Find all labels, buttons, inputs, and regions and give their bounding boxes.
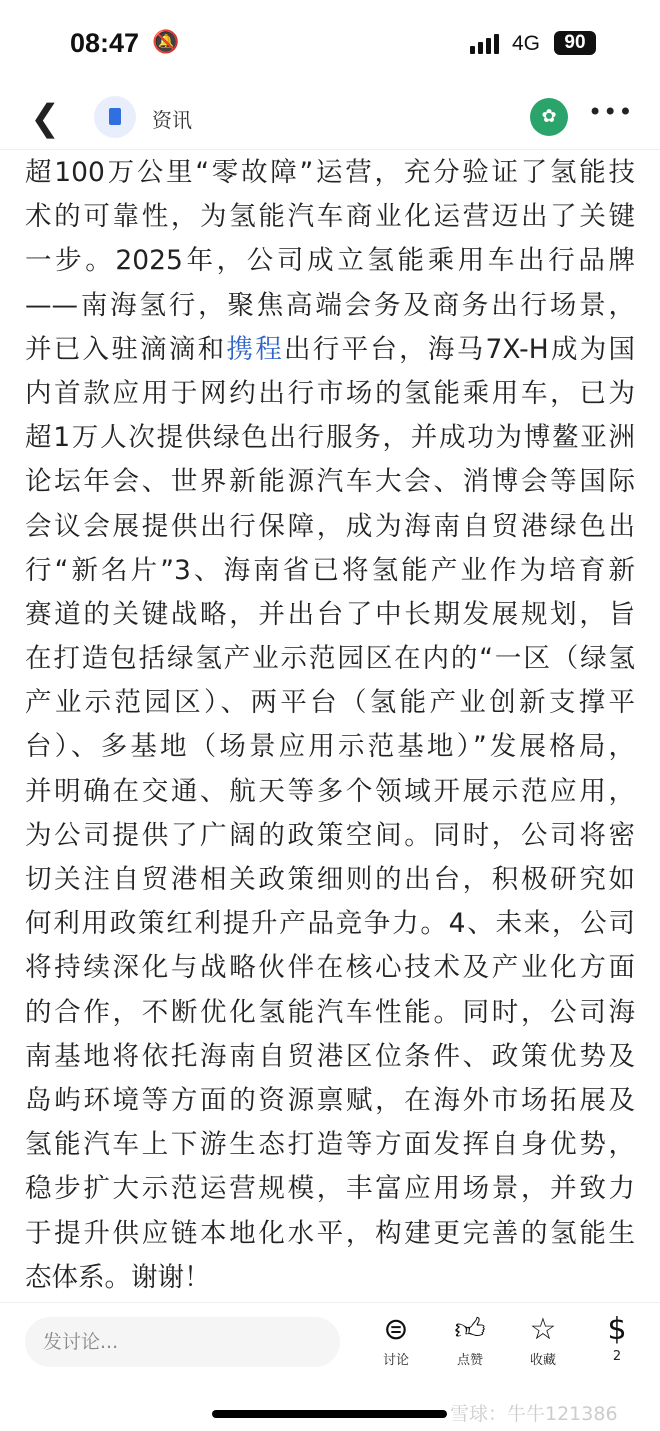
discuss-label: 讨论: [382, 1353, 409, 1368]
article-line: 于提升供应链本地化水平，构建更完善的氢能生: [25, 1217, 635, 1249]
discuss-button[interactable]: [366, 1311, 426, 1368]
article-line: 超1万人次提供绿色出行服务，并成功为博鳌亚洲: [25, 422, 635, 454]
wechat-share-icon[interactable]: ✿: [530, 98, 568, 136]
article-line: 术的可靠性，为氢能汽车商业化运营迈出了关键: [25, 201, 635, 233]
article-line: 态体系。谢谢！: [25, 1261, 211, 1293]
article-line: 何利用政策红利提升产品竞争力。4、未来，公司: [25, 908, 635, 940]
article-text: 并已入驻滴滴和: [25, 333, 227, 365]
article-text: 出行平台，海马7X-H成为国: [284, 333, 635, 365]
article-line: 一步。2025年，公司成立氢能乘用车出行品牌: [25, 245, 635, 277]
status-bar: [0, 0, 660, 90]
article-line: 氢能汽车上下游生态打造等方面发挥自身优势，: [25, 1129, 635, 1161]
comment-input[interactable]: 发讨论...: [25, 1317, 340, 1367]
comment-icon: ⊜: [383, 1312, 409, 1347]
like-label: 点赞: [456, 1353, 483, 1368]
battery-icon: 90: [554, 31, 596, 55]
article-line: 稳步扩大示范运营规模，丰富应用场景，并致力: [25, 1173, 635, 1205]
reward-button[interactable]: [587, 1311, 647, 1364]
article-line: 南基地将依托海南自贸港区位条件、政策优势及: [25, 1040, 635, 1072]
article-line: 产业示范园区）、两平台（氢能产业创新支撑平: [25, 687, 635, 719]
watermark: 雪球：牛牛121386: [450, 1403, 618, 1425]
favorite-button[interactable]: [513, 1311, 573, 1368]
article-line: 论坛年会、世界新能源汽车大会、消博会等国际: [25, 466, 635, 498]
article-line: ——南海氢行，聚焦高端会务及商务出行场景，: [25, 289, 635, 321]
signal-icon: [470, 34, 499, 54]
article-line: [25, 328, 635, 372]
status-time: 08:47: [70, 28, 140, 58]
page-title: 资讯: [152, 108, 192, 132]
back-icon[interactable]: ❮: [30, 98, 61, 139]
star-icon: ☆: [529, 1312, 557, 1347]
article-line: 台）、多基地（场景应用示范基地）”发展格局，: [25, 731, 635, 763]
document-icon: [94, 96, 136, 138]
article-body: [25, 151, 635, 1302]
article-line: 切关注自贸港相关政策细则的出台，积极研究如: [25, 864, 635, 895]
favorite-label: 收藏: [529, 1353, 556, 1368]
article-line: 将持续深化与战略伙伴在核心技术及产业化方面: [25, 952, 635, 984]
more-icon[interactable]: •••: [588, 98, 634, 126]
bottom-bar: [0, 1302, 660, 1431]
article-line: 赛道的关键战略，并出台了中长期发展规划，旨: [25, 598, 635, 630]
home-indicator[interactable]: [212, 1410, 447, 1418]
like-button[interactable]: [440, 1311, 500, 1368]
thumbs-up-icon: 👍︎: [454, 1312, 486, 1347]
article-line: 的合作，不断优化氢能汽车性能。同时，公司海: [25, 996, 635, 1028]
article-line: 会议会展提供出行保障，成为海南自贸港绿色出: [25, 510, 635, 542]
article-line: 岛屿环境等方面的资源禀赋，在海外市场拓展及: [25, 1084, 635, 1116]
article-line: 为公司提供了广阔的政策空间。同时，公司将密: [25, 819, 635, 851]
article-line: 超100万公里“零故障”运营，充分验证了氢能技: [25, 157, 635, 188]
dollar-icon: $: [607, 1312, 627, 1347]
article-line: 行“新名片”3、海南省已将氢能产业作为培育新: [25, 554, 635, 586]
nav-header: [0, 90, 660, 150]
network-type: 4G: [512, 32, 541, 55]
reward-count: 2: [612, 1349, 622, 1364]
silent-bell-icon: 🔕: [152, 30, 180, 55]
article-line: 内首款应用于网约出行市场的氢能乘用车，已为: [25, 377, 635, 409]
article-line: 并明确在交通、航天等多个领域开展示范应用，: [25, 775, 635, 807]
article-line: 在打造包括绿氢产业示范园区在内的“一区（绿氢: [25, 643, 635, 675]
ctrip-link[interactable]: 携程: [226, 333, 285, 365]
